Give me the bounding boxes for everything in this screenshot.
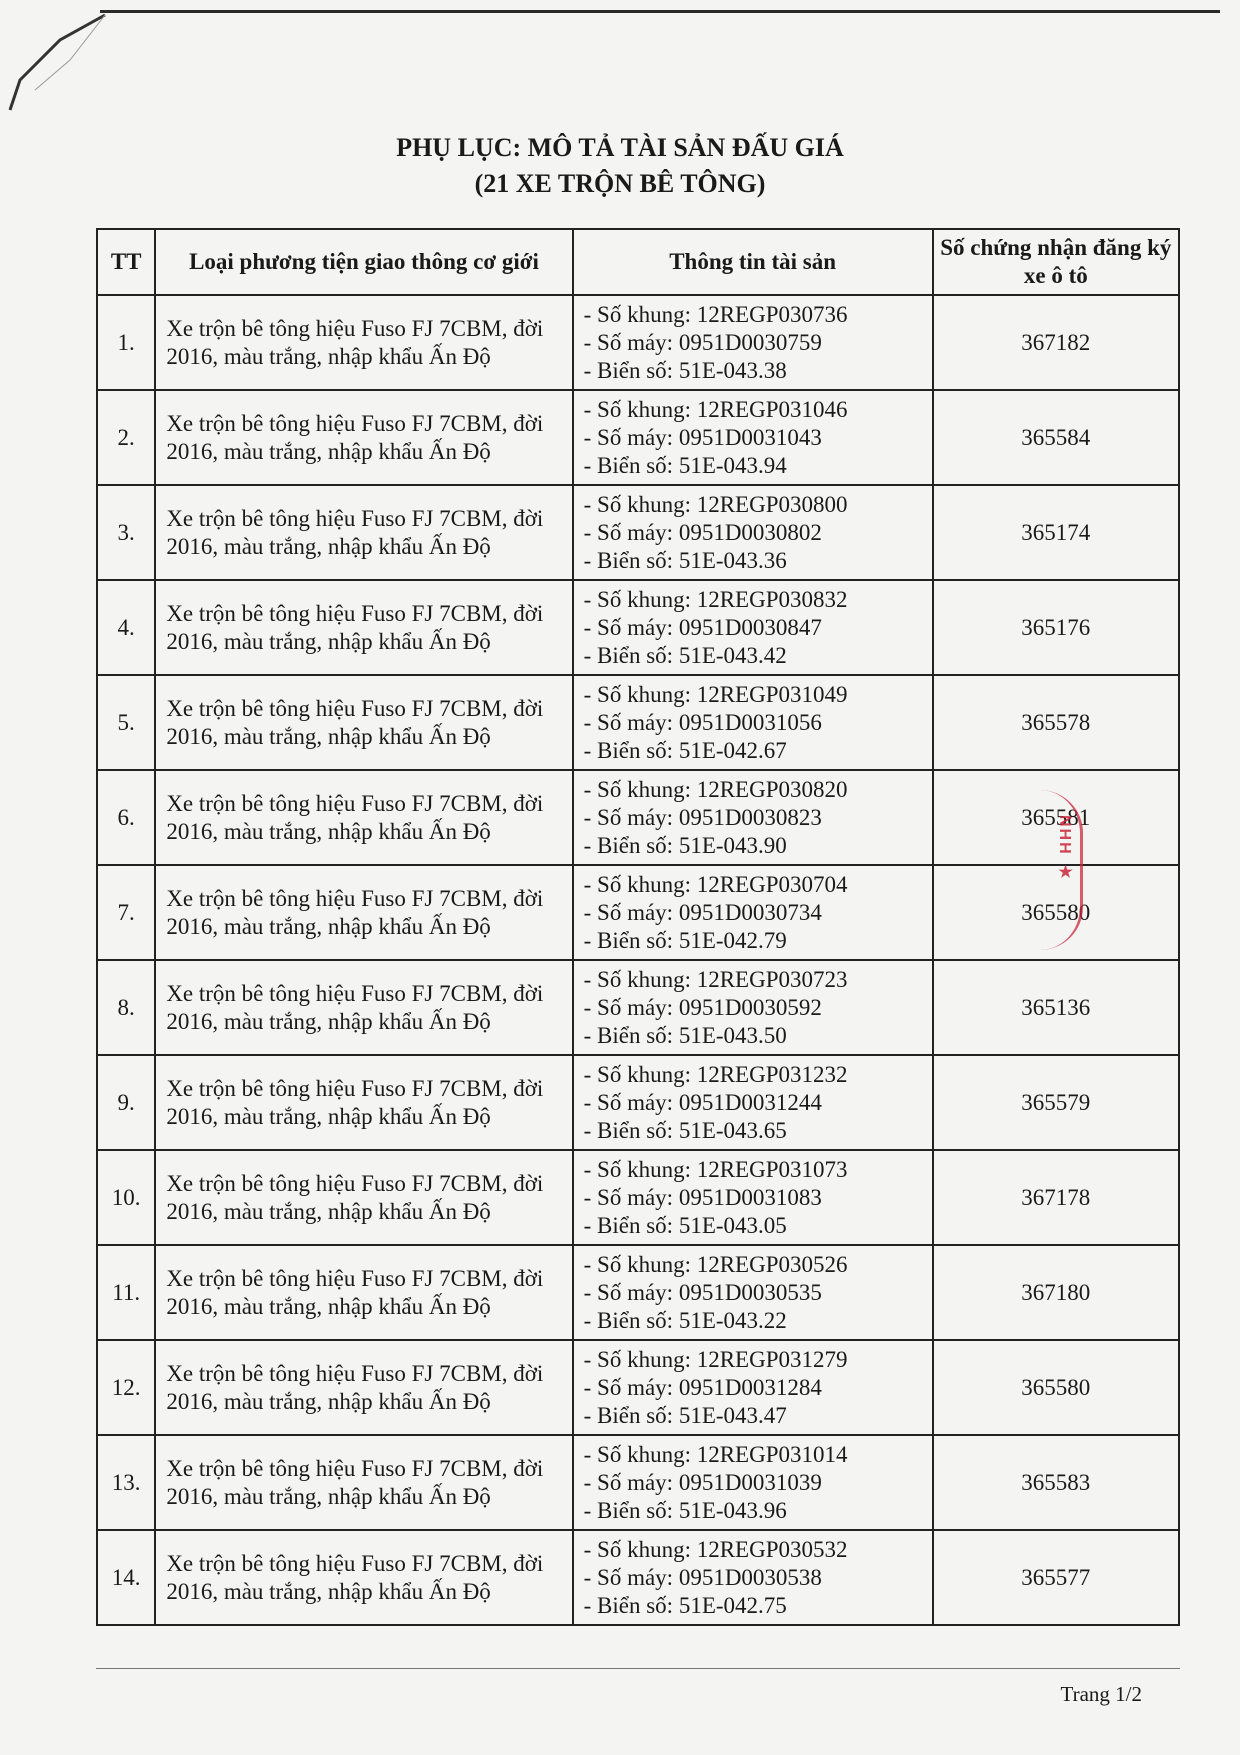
asset-info-cell: [573, 675, 933, 770]
chassis-number: - Số khung: 12REGP030832: [583, 586, 848, 612]
registration-number-cell: 367180: [933, 1245, 1179, 1340]
vehicle-type-cell: Xe trộn bê tông hiệu Fuso FJ 7CBM, đời 2016, màu trắng, nhập khẩu Ấn Độ: [155, 1340, 572, 1435]
asset-info-cell: [573, 1435, 933, 1530]
vehicle-type-cell: Xe trộn bê tông hiệu Fuso FJ 7CBM, đời 2016, màu trắng, nhập khẩu Ấn Độ: [155, 865, 572, 960]
asset-info-cell: [573, 390, 933, 485]
vehicle-type-cell: Xe trộn bê tông hiệu Fuso FJ 7CBM, đời 2016, màu trắng, nhập khẩu Ấn Độ: [155, 390, 572, 485]
registration-number-cell: 365580: [933, 865, 1179, 960]
title-line-1: PHỤ LỤC: MÔ TẢ TÀI SẢN ĐẤU GIÁ: [396, 133, 844, 162]
registration-number-cell: 365581: [933, 770, 1179, 865]
engine-number: - Số máy: 0951D0030734: [583, 899, 822, 925]
row-index: 14.: [97, 1530, 155, 1625]
folded-corner-mark: [0, 0, 110, 130]
engine-number: - Số máy: 0951D0030823: [583, 804, 822, 830]
row-index: 13.: [97, 1435, 155, 1530]
vehicle-type-cell: Xe trộn bê tông hiệu Fuso FJ 7CBM, đời 2016, màu trắng, nhập khẩu Ấn Độ: [155, 1055, 572, 1150]
vehicle-type-cell: Xe trộn bê tông hiệu Fuso FJ 7CBM, đời 2016, màu trắng, nhập khẩu Ấn Độ: [155, 1435, 572, 1530]
vehicle-type-cell: Xe trộn bê tông hiệu Fuso FJ 7CBM, đời 2016, màu trắng, nhập khẩu Ấn Độ: [155, 675, 572, 770]
footer-divider: [96, 1668, 1180, 1669]
plate-number: - Biển số: 51E-042.75: [583, 1592, 787, 1618]
plate-number: - Biển số: 51E-043.94: [583, 452, 787, 478]
plate-number: - Biển số: 51E-042.67: [583, 737, 787, 763]
chassis-number: - Số khung: 12REGP031046: [583, 396, 848, 422]
engine-number: - Số máy: 0951D0030802: [583, 519, 822, 545]
vehicle-type-cell: Xe trộn bê tông hiệu Fuso FJ 7CBM, đời 2016, màu trắng, nhập khẩu Ấn Độ: [155, 485, 572, 580]
page-top-edge: [100, 10, 1220, 13]
table-row: [97, 960, 1179, 1055]
plate-number: - Biển số: 51E-043.05: [583, 1212, 787, 1238]
vehicle-type-cell: Xe trộn bê tông hiệu Fuso FJ 7CBM, đời 2016, màu trắng, nhập khẩu Ấn Độ: [155, 1530, 572, 1625]
asset-info-cell: [573, 1150, 933, 1245]
registration-number-cell: 365580: [933, 1340, 1179, 1435]
registration-number-cell: 365583: [933, 1435, 1179, 1530]
plate-number: - Biển số: 51E-043.65: [583, 1117, 787, 1143]
asset-info-cell: [573, 295, 933, 390]
registration-number-cell: 365176: [933, 580, 1179, 675]
asset-info-cell: [573, 960, 933, 1055]
asset-info-cell: [573, 1340, 933, 1435]
asset-info-cell: [573, 770, 933, 865]
asset-info-cell: [573, 485, 933, 580]
engine-number: - Số máy: 0951D0031284: [583, 1374, 822, 1400]
chassis-number: - Số khung: 12REGP031049: [583, 681, 848, 707]
row-index: 7.: [97, 865, 155, 960]
table-row: [97, 1055, 1179, 1150]
table-row: [97, 580, 1179, 675]
plate-number: - Biển số: 51E-043.38: [583, 357, 787, 383]
page-number: Trang 1/2: [1060, 1682, 1142, 1706]
table-row: [97, 295, 1179, 390]
vehicle-type-cell: Xe trộn bê tông hiệu Fuso FJ 7CBM, đời 2016, màu trắng, nhập khẩu Ấn Độ: [155, 1150, 572, 1245]
table-row: [97, 770, 1179, 865]
vehicle-type-cell: Xe trộn bê tông hiệu Fuso FJ 7CBM, đời 2016, màu trắng, nhập khẩu Ấn Độ: [155, 960, 572, 1055]
title-line-2: (21 XE TRỘN BÊ TÔNG): [474, 169, 766, 198]
table-row: [97, 1245, 1179, 1340]
vehicle-type-cell: Xe trộn bê tông hiệu Fuso FJ 7CBM, đời 2016, màu trắng, nhập khẩu Ấn Độ: [155, 1245, 572, 1340]
engine-number: - Số máy: 0951D0030535: [583, 1279, 822, 1305]
table-row: [97, 675, 1179, 770]
row-index: 2.: [97, 390, 155, 485]
registration-number-cell: 365174: [933, 485, 1179, 580]
registration-number-cell: 365136: [933, 960, 1179, 1055]
plate-number: - Biển số: 51E-043.36: [583, 547, 787, 573]
asset-info-cell: [573, 1055, 933, 1150]
chassis-number: - Số khung: 12REGP030526: [583, 1251, 848, 1277]
vehicle-type-cell: Xe trộn bê tông hiệu Fuso FJ 7CBM, đời 2016, màu trắng, nhập khẩu Ấn Độ: [155, 580, 572, 675]
header-asset-info: Thông tin tài sản: [573, 229, 933, 295]
engine-number: - Số máy: 0951D0030592: [583, 994, 822, 1020]
chassis-number: - Số khung: 12REGP030736: [583, 301, 848, 327]
chassis-number: - Số khung: 12REGP031232: [583, 1061, 848, 1087]
header-registration-number: Số chứng nhận đăng ký xe ô tô: [933, 229, 1179, 295]
table-header-row: [97, 229, 1179, 295]
plate-number: - Biển số: 51E-043.50: [583, 1022, 787, 1048]
row-index: 3.: [97, 485, 155, 580]
row-index: 11.: [97, 1245, 155, 1340]
asset-info-cell: [573, 580, 933, 675]
row-index: 5.: [97, 675, 155, 770]
engine-number: - Số máy: 0951D0031056: [583, 709, 822, 735]
row-index: 12.: [97, 1340, 155, 1435]
plate-number: - Biển số: 51E-043.42: [583, 642, 787, 668]
chassis-number: - Số khung: 12REGP030800: [583, 491, 848, 517]
registration-number-cell: 365578: [933, 675, 1179, 770]
table-row: [97, 1340, 1179, 1435]
engine-number: - Số máy: 0951D0031043: [583, 424, 822, 450]
plate-number: - Biển số: 51E-043.90: [583, 832, 787, 858]
header-vehicle-type: Loại phương tiện giao thông cơ giới: [155, 229, 572, 295]
plate-number: - Biển số: 51E-043.22: [583, 1307, 787, 1333]
plate-number: - Biển số: 51E-043.47: [583, 1402, 787, 1428]
engine-number: - Số máy: 0951D0031039: [583, 1469, 822, 1495]
table-row: [97, 1150, 1179, 1245]
document-title: [0, 130, 1240, 202]
registration-number-cell: 367182: [933, 295, 1179, 390]
engine-number: - Số máy: 0951D0030759: [583, 329, 822, 355]
table-row: [97, 1435, 1179, 1530]
row-index: 6.: [97, 770, 155, 865]
chassis-number: - Số khung: 12REGP030532: [583, 1536, 848, 1562]
chassis-number: - Số khung: 12REGP031014: [583, 1441, 848, 1467]
header-tt: TT: [97, 229, 155, 295]
row-index: 1.: [97, 295, 155, 390]
registration-number-cell: 365579: [933, 1055, 1179, 1150]
registration-number-cell: 365584: [933, 390, 1179, 485]
table-row: [97, 865, 1179, 960]
table-row: [97, 390, 1179, 485]
chassis-number: - Số khung: 12REGP031073: [583, 1156, 848, 1182]
chassis-number: - Số khung: 12REGP030704: [583, 871, 848, 897]
engine-number: - Số máy: 0951D0031244: [583, 1089, 822, 1115]
chassis-number: - Số khung: 12REGP030820: [583, 776, 848, 802]
asset-info-cell: [573, 1245, 933, 1340]
engine-number: - Số máy: 0951D0030847: [583, 614, 822, 640]
table-row: [97, 485, 1179, 580]
plate-number: - Biển số: 51E-043.96: [583, 1497, 787, 1523]
row-index: 9.: [97, 1055, 155, 1150]
asset-info-cell: [573, 1530, 933, 1625]
engine-number: - Số máy: 0951D0031083: [583, 1184, 822, 1210]
registration-number-cell: 365577: [933, 1530, 1179, 1625]
registration-number-cell: 367178: [933, 1150, 1179, 1245]
row-index: 10.: [97, 1150, 155, 1245]
vehicle-type-cell: Xe trộn bê tông hiệu Fuso FJ 7CBM, đời 2016, màu trắng, nhập khẩu Ấn Độ: [155, 770, 572, 865]
table-body: [97, 295, 1179, 1625]
asset-table: [96, 228, 1180, 1626]
red-seal-text: NHH ★: [1056, 815, 1073, 884]
table-row: [97, 1530, 1179, 1625]
plate-number: - Biển số: 51E-042.79: [583, 927, 787, 953]
chassis-number: - Số khung: 12REGP031279: [583, 1346, 848, 1372]
vehicle-type-cell: Xe trộn bê tông hiệu Fuso FJ 7CBM, đời 2016, màu trắng, nhập khẩu Ấn Độ: [155, 295, 572, 390]
row-index: 8.: [97, 960, 155, 1055]
chassis-number: - Số khung: 12REGP030723: [583, 966, 848, 992]
row-index: 4.: [97, 580, 155, 675]
engine-number: - Số máy: 0951D0030538: [583, 1564, 822, 1590]
asset-info-cell: [573, 865, 933, 960]
